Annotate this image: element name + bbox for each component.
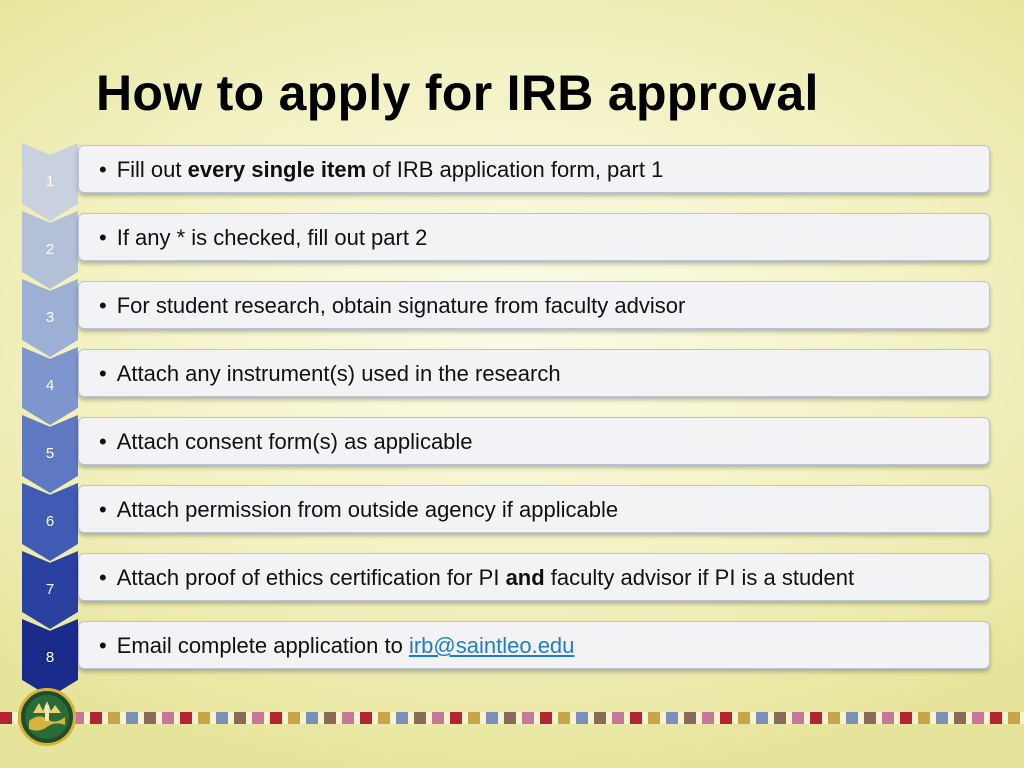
step-6-box bbox=[78, 485, 990, 533]
bullet: • bbox=[99, 157, 107, 182]
bullet: • bbox=[99, 497, 107, 522]
bullet: • bbox=[99, 225, 107, 250]
step-5-number: 5 bbox=[45, 445, 55, 462]
step-2-box bbox=[78, 213, 990, 261]
step-2-number: 2 bbox=[45, 241, 55, 258]
step-1-text bbox=[99, 157, 663, 183]
decorative-color-strip bbox=[0, 712, 1024, 724]
step-3-number: 3 bbox=[45, 309, 55, 326]
steps-list bbox=[22, 143, 992, 683]
step-1-text-pre: Fill out bbox=[116, 157, 188, 182]
step-1-box bbox=[78, 145, 990, 193]
step-5-box bbox=[78, 417, 990, 465]
step-4 bbox=[22, 347, 992, 411]
step-1 bbox=[22, 143, 992, 207]
step-1-text-bold: every single item bbox=[187, 157, 367, 182]
step-6-number: 6 bbox=[45, 513, 55, 530]
saint-leo-seal-icon bbox=[18, 688, 76, 746]
step-1-number: 1 bbox=[45, 173, 55, 190]
step-8 bbox=[22, 619, 992, 683]
step-1-text-post: of IRB application form, part 1 bbox=[366, 157, 664, 182]
bullet: • bbox=[99, 361, 107, 386]
step-4-box bbox=[78, 349, 990, 397]
seal-graphic bbox=[21, 691, 73, 743]
step-7 bbox=[22, 551, 992, 615]
step-6 bbox=[22, 483, 992, 547]
step-4-number: 4 bbox=[45, 377, 55, 394]
step-3-box bbox=[78, 281, 990, 329]
bullet: • bbox=[99, 633, 107, 658]
step-2-text-main: If any * is checked, fill out part 2 bbox=[116, 225, 428, 250]
bullet: • bbox=[99, 565, 107, 590]
step-5-text bbox=[99, 429, 473, 455]
step-4-text-main: Attach any instrument(s) used in the research bbox=[116, 361, 561, 386]
step-7-text-post: faculty advisor if PI is a student bbox=[544, 565, 855, 590]
step-3-text bbox=[99, 293, 685, 319]
step-7-number: 7 bbox=[45, 581, 55, 598]
step-7-text bbox=[99, 565, 854, 591]
bullet: • bbox=[99, 293, 107, 318]
step-3-text-main: For student research, obtain signature from faculty advisor bbox=[116, 293, 686, 318]
step-2-text bbox=[99, 225, 427, 251]
step-8-text bbox=[99, 633, 574, 659]
step-8-text-pre: Email complete application to bbox=[116, 633, 409, 658]
step-4-text bbox=[99, 361, 561, 387]
step-8-number: 8 bbox=[45, 649, 55, 666]
step-7-text-bold: and bbox=[505, 565, 545, 590]
step-6-text-main: Attach permission from outside agency if applicable bbox=[116, 497, 619, 522]
step-7-box bbox=[78, 553, 990, 601]
step-5-text-main: Attach consent form(s) as applicable bbox=[116, 429, 473, 454]
page-title: How to apply for IRB approval bbox=[96, 65, 819, 121]
step-2 bbox=[22, 211, 992, 275]
email-link[interactable]: irb@saintleo.edu bbox=[408, 633, 575, 658]
step-6-text bbox=[99, 497, 618, 523]
step-5 bbox=[22, 415, 992, 479]
step-3 bbox=[22, 279, 992, 343]
bullet: • bbox=[99, 429, 107, 454]
step-8-box bbox=[78, 621, 990, 669]
step-7-text-pre: Attach proof of ethics certification for PI bbox=[116, 565, 506, 590]
